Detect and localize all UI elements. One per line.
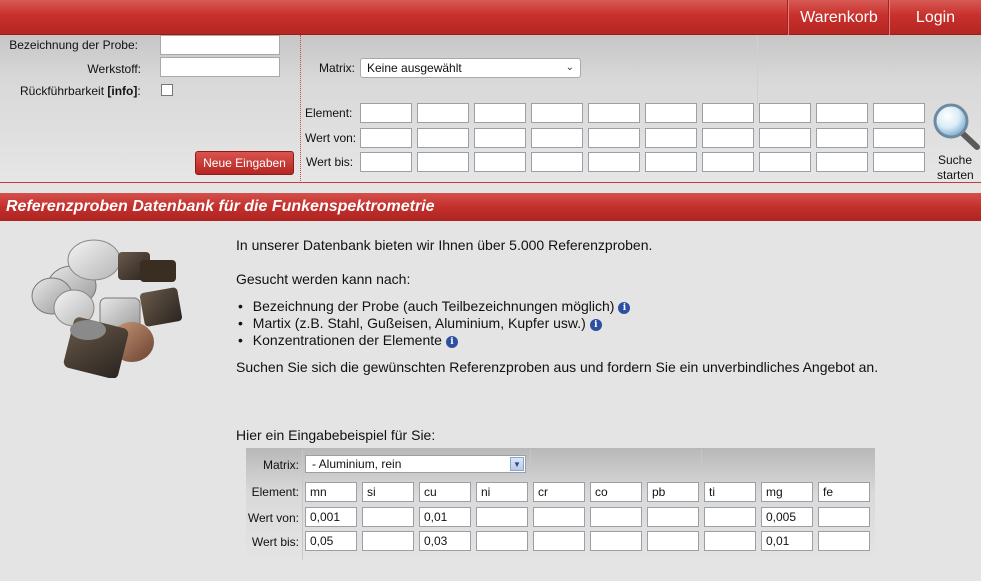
- werkstoff-input[interactable]: [160, 57, 280, 77]
- rueck-label-text: Rückführbarkeit: [20, 84, 105, 98]
- matrix-divider: [757, 35, 758, 105]
- bezeichnung-label: Bezeichnung der Probe:: [9, 38, 138, 52]
- search-element-input[interactable]: [360, 103, 412, 123]
- login-link[interactable]: Login: [889, 0, 981, 35]
- cta-text: Suchen Sie sich die gewünschten Referenzproben aus und fordern Sie ein unverbindliches Angebot an.: [236, 359, 879, 375]
- bullet-list-item: • Martix (z.B. Stahl, Gußeisen, Aluminium, Kupfer usw.) i: [238, 315, 602, 331]
- example-bis-cell[interactable]: [476, 531, 528, 551]
- search-wert-von-input[interactable]: [360, 128, 412, 148]
- example-bis-label: Wert bis:: [251, 535, 299, 549]
- search-wert-von-input[interactable]: [645, 128, 697, 148]
- reference-samples-image: [22, 238, 188, 378]
- example-von-label: Wert von:: [247, 511, 299, 525]
- example-element-cell[interactable]: ti: [704, 482, 756, 502]
- search-element-input[interactable]: [531, 103, 583, 123]
- example-divider: [530, 450, 531, 476]
- search-wert-bis-input[interactable]: [702, 152, 754, 172]
- example-bis-cell[interactable]: 0,01: [761, 531, 813, 551]
- search-element-input[interactable]: [759, 103, 811, 123]
- new-input-button[interactable]: Neue Eingaben: [195, 151, 294, 175]
- search-element-input[interactable]: [588, 103, 640, 123]
- search-for-text: Gesucht werden kann nach:: [236, 271, 411, 287]
- intro-text: In unserer Datenbank bieten wir Ihnen über 5.000 Referenzproben.: [236, 237, 653, 253]
- search-wert-bis-input[interactable]: [531, 152, 583, 172]
- search-wert-von-input[interactable]: [474, 128, 526, 148]
- bullet-text: Martix (z.B. Stahl, Gußeisen, Aluminium, Kupfer usw.): [252, 315, 586, 331]
- example-element-cell[interactable]: ni: [476, 482, 528, 502]
- example-bis-cell[interactable]: [362, 531, 414, 551]
- example-matrix-label: Matrix:: [263, 458, 299, 472]
- search-element-input[interactable]: [816, 103, 868, 123]
- search-start-label-1[interactable]: Suche: [938, 153, 973, 167]
- rueck-info-link[interactable]: [info]: [107, 84, 138, 98]
- matrix-label: Matrix:: [319, 61, 355, 75]
- example-matrix-select[interactable]: [305, 455, 526, 473]
- example-von-cell[interactable]: [533, 507, 585, 527]
- example-von-cell[interactable]: [818, 507, 870, 527]
- bullet-text: Bezeichnung der Probe (auch Teilbezeichnungen möglich): [252, 298, 615, 314]
- example-von-cell[interactable]: 0,01: [419, 507, 471, 527]
- chevron-down-icon: ▼: [510, 457, 524, 471]
- example-element-cell[interactable]: mg: [761, 482, 813, 502]
- search-wert-von-input[interactable]: [531, 128, 583, 148]
- search-wert-bis-input[interactable]: [417, 152, 469, 172]
- example-intro-text: Hier ein Eingabebeispiel für Sie:: [236, 427, 436, 443]
- section-title: Referenzproben Datenbank für die Funkenspektrometrie: [0, 193, 981, 221]
- search-wert-von-input[interactable]: [417, 128, 469, 148]
- search-divider: [300, 35, 301, 183]
- search-element-input[interactable]: [474, 103, 526, 123]
- search-wert-bis-input[interactable]: [645, 152, 697, 172]
- search-bottom-line: [0, 182, 981, 183]
- example-divider: [701, 450, 702, 476]
- example-von-cell[interactable]: 0,001: [305, 507, 357, 527]
- bezeichnung-input[interactable]: [160, 35, 280, 55]
- example-bis-cell[interactable]: [533, 531, 585, 551]
- rueck-colon: :: [137, 84, 141, 98]
- example-bis-cell[interactable]: [704, 531, 756, 551]
- search-element-input[interactable]: [873, 103, 925, 123]
- search-wert-von-input[interactable]: [759, 128, 811, 148]
- search-wert-bis-input[interactable]: [759, 152, 811, 172]
- example-element-cell[interactable]: si: [362, 482, 414, 502]
- example-divider: [302, 450, 303, 560]
- search-element-input[interactable]: [417, 103, 469, 123]
- bullet-text: Konzentrationen der Elemente: [252, 332, 442, 348]
- info-icon[interactable]: i: [446, 336, 458, 348]
- search-wert-bis-input[interactable]: [816, 152, 868, 172]
- example-bis-cell[interactable]: [818, 531, 870, 551]
- wert-von-label: Wert von:: [305, 131, 357, 145]
- example-bis-cell[interactable]: [647, 531, 699, 551]
- example-von-cell[interactable]: [476, 507, 528, 527]
- example-element-cell[interactable]: co: [590, 482, 642, 502]
- example-von-cell[interactable]: 0,005: [761, 507, 813, 527]
- search-wert-von-input[interactable]: [873, 128, 925, 148]
- example-von-cell[interactable]: [362, 507, 414, 527]
- werkstoff-label: Werkstoff:: [87, 62, 141, 76]
- search-wert-bis-input[interactable]: [360, 152, 412, 172]
- example-element-label: Element:: [251, 485, 299, 499]
- example-element-cell[interactable]: pb: [647, 482, 699, 502]
- search-wert-bis-input[interactable]: [873, 152, 925, 172]
- example-element-cell[interactable]: fe: [818, 482, 870, 502]
- search-wert-bis-input[interactable]: [474, 152, 526, 172]
- search-wert-von-input[interactable]: [588, 128, 640, 148]
- top-navigation-bar: [0, 0, 981, 35]
- search-wert-von-input[interactable]: [702, 128, 754, 148]
- chevron-down-icon: ⌄: [565, 62, 574, 73]
- rueckfuehrbarkeit-checkbox[interactable]: [161, 84, 173, 96]
- example-matrix-value: - Aluminium, rein: [312, 457, 402, 471]
- example-bis-cell[interactable]: 0,03: [419, 531, 471, 551]
- matrix-select-value: Keine ausgewählt: [367, 61, 462, 75]
- info-icon[interactable]: i: [618, 302, 630, 314]
- search-element-input[interactable]: [645, 103, 697, 123]
- example-element-cell[interactable]: mn: [305, 482, 357, 502]
- search-wert-bis-input[interactable]: [588, 152, 640, 172]
- matrix-select[interactable]: [360, 58, 581, 78]
- search-start-label-2[interactable]: starten: [937, 168, 974, 182]
- wert-bis-label: Wert bis:: [306, 155, 354, 169]
- cart-link[interactable]: Warenkorb: [788, 0, 889, 35]
- bullet-list-item: • Bezeichnung der Probe (auch Teilbezeichnungen möglich) i: [238, 298, 630, 314]
- example-bis-cell[interactable]: 0,05: [305, 531, 357, 551]
- magnifier-icon[interactable]: [930, 101, 981, 153]
- search-element-input[interactable]: [702, 103, 754, 123]
- example-bis-cell[interactable]: [590, 531, 642, 551]
- example-element-cell[interactable]: cr: [533, 482, 585, 502]
- element-label: Element:: [305, 106, 353, 120]
- search-wert-von-input[interactable]: [816, 128, 868, 148]
- example-von-cell[interactable]: [704, 507, 756, 527]
- example-von-cell[interactable]: [590, 507, 642, 527]
- info-icon[interactable]: i: [590, 319, 602, 331]
- bullet-list-item: • Konzentrationen der Elemente i: [238, 332, 458, 348]
- example-element-cell[interactable]: cu: [419, 482, 471, 502]
- rueckfuehrbarkeit-label: [20, 84, 141, 98]
- example-von-cell[interactable]: [647, 507, 699, 527]
